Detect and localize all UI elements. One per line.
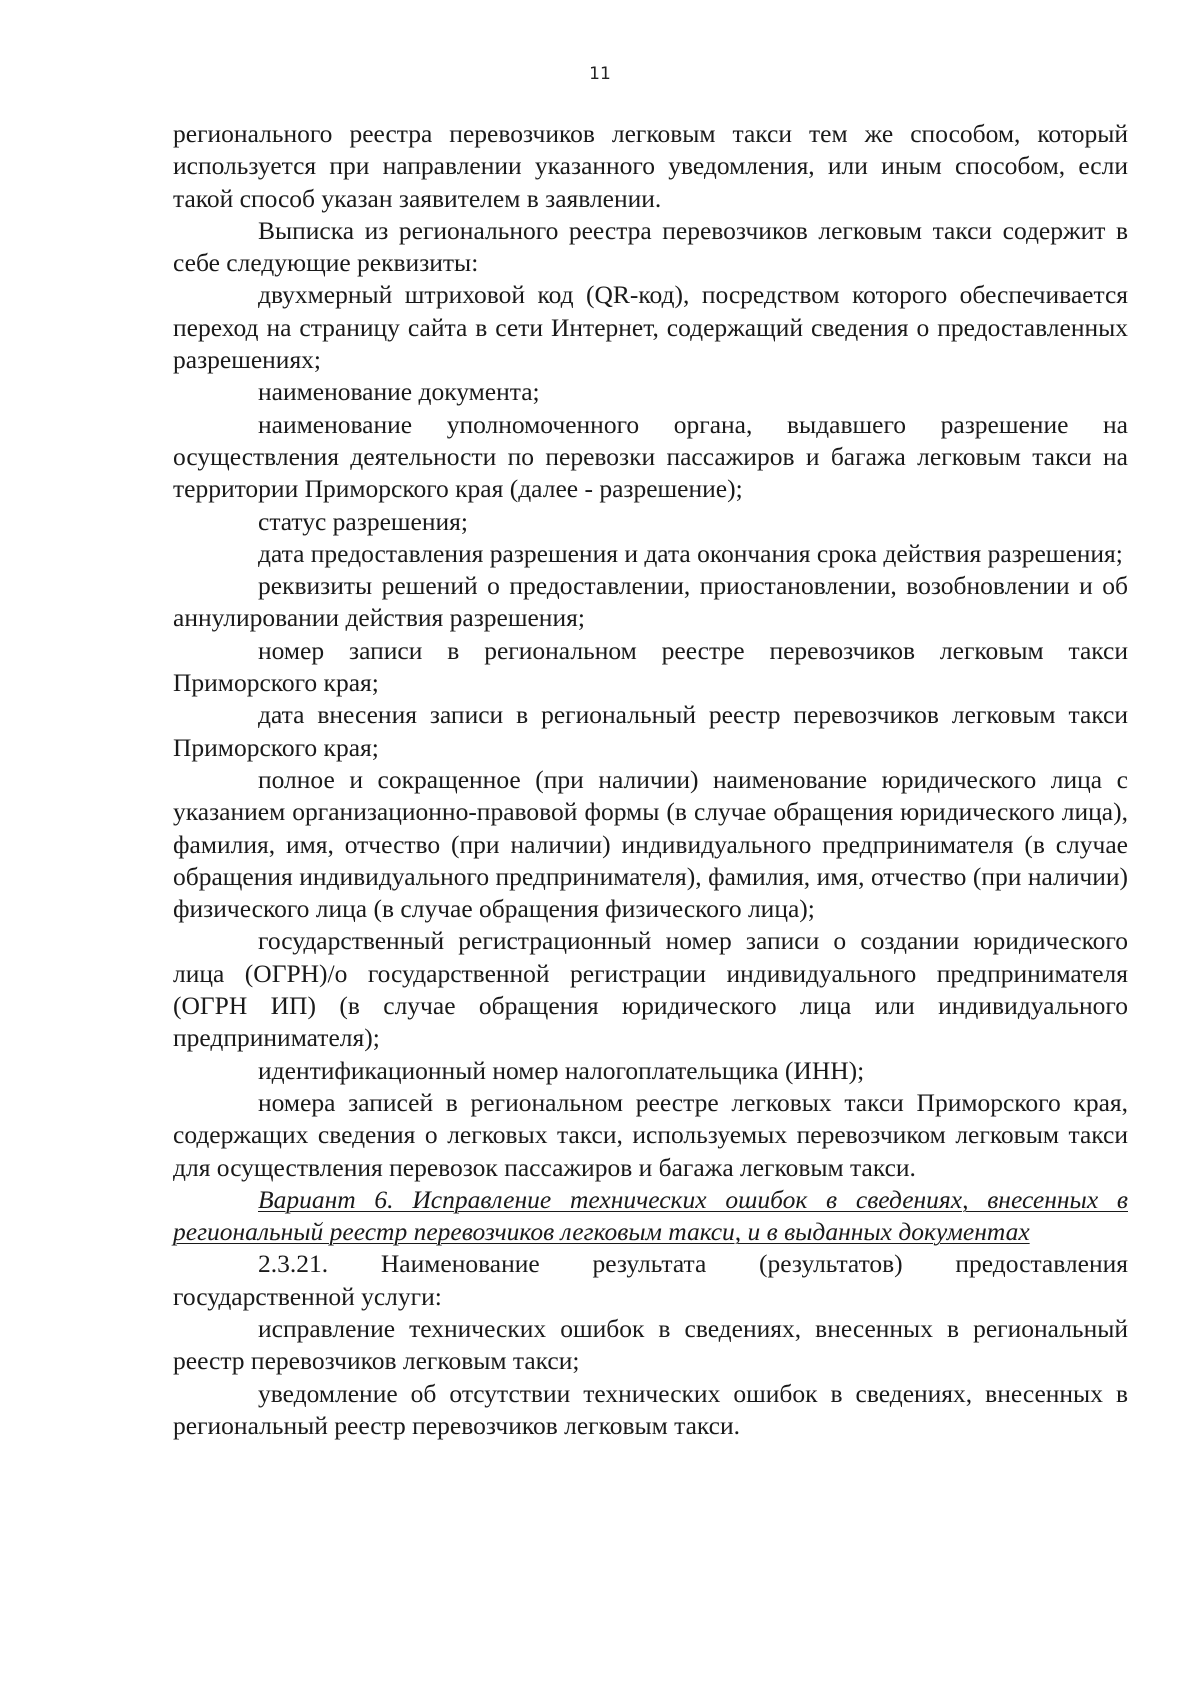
list-item-record-number: номер записи в региональном реестре перевозчиков легковым такси Приморского края; <box>173 635 1128 698</box>
paragraph-extract-intro: Выписка из регионального реестра перевозчиков легковым такси содержит в себе следующие реквизиты: <box>173 215 1128 278</box>
section-heading-variant-6: Вариант 6. Исправление технических ошибок в сведениях, внесенных в региональный реестр перевозчиков легковым такси, и в выданных документах <box>173 1184 1128 1247</box>
list-item-ogrn: государственный регистрационный номер записи о создании юридического лица (ОГРН)/о государственной регистрации индивидуального предпринимателя (ОГРН ИП) (в случае обращения юридического лица или индивидуального предпринимателя); <box>173 926 1128 1053</box>
list-item-authority-name: наименование уполномоченного органа, выдавшего разрешение на осуществления деятельности по перевозки пассажиров и багажа легковым такси на территории Приморского края (далее - разрешение); <box>173 409 1128 504</box>
list-item-decision-details: реквизиты решений о предоставлении, приостановлении, возобновлении и об аннулировании действия разрешения; <box>173 571 1128 633</box>
paragraph-continuation: регионального реестра перевозчиков легковым такси тем же способом, который используется при направлении указанного уведомления, или иным способом, если такой способ указан заявителем в заявлении. <box>173 119 1128 213</box>
list-item-permit-status: статус разрешения; <box>258 506 468 536</box>
list-item-applicant-name: полное и сокращенное (при наличии) наименование юридического лица с указанием организационно-правовой формы (в случае обращения юридического лица), фамилия, имя, отчество (при наличии) индивидуального предпринимателя (в случае обращения индивидуального предпринимателя), фамилия, имя, отчество (при наличии) физического лица (в случае обращения физического лица); <box>173 764 1128 924</box>
result-item-no-errors-notice: уведомление об отсутствии технических ошибок в сведениях, внесенных в региональный реестр перевозчиков легковым такси. <box>173 1378 1128 1440</box>
list-item-permit-dates: дата предоставления разрешения и дата окончания срока действия разрешения; <box>258 538 1123 568</box>
list-item-document-name: наименование документа; <box>258 377 540 407</box>
clause-2-3-21: 2.3.21. Наименование результата (результатов) предоставления государственной услуги: <box>173 1249 1128 1311</box>
list-item-taxi-records: номера записей в региональном реестре легковых такси Приморского края, содержащих сведения о легковых такси, используемых перевозчиком легковым такси для осуществления перевозок пассажиров и багажа легковым такси. <box>173 1087 1128 1182</box>
list-item-inn: идентификационный номер налогоплательщика (ИНН); <box>258 1055 865 1085</box>
list-item-qr-code: двухмерный штриховой код (QR-код), посредством которого обеспечивается переход на страницу сайта в сети Интернет, содержащий сведения о предоставленных разрешениях; <box>173 280 1128 375</box>
document-body <box>173 118 1128 1442</box>
list-item-record-date: дата внесения записи в региональный реестр перевозчиков легковым такси Приморского края; <box>173 700 1128 762</box>
result-item-error-correction: исправление технических ошибок в сведениях, внесенных в региональный реестр перевозчиков легковым такси; <box>173 1313 1128 1376</box>
page-number: 11 <box>589 64 611 84</box>
